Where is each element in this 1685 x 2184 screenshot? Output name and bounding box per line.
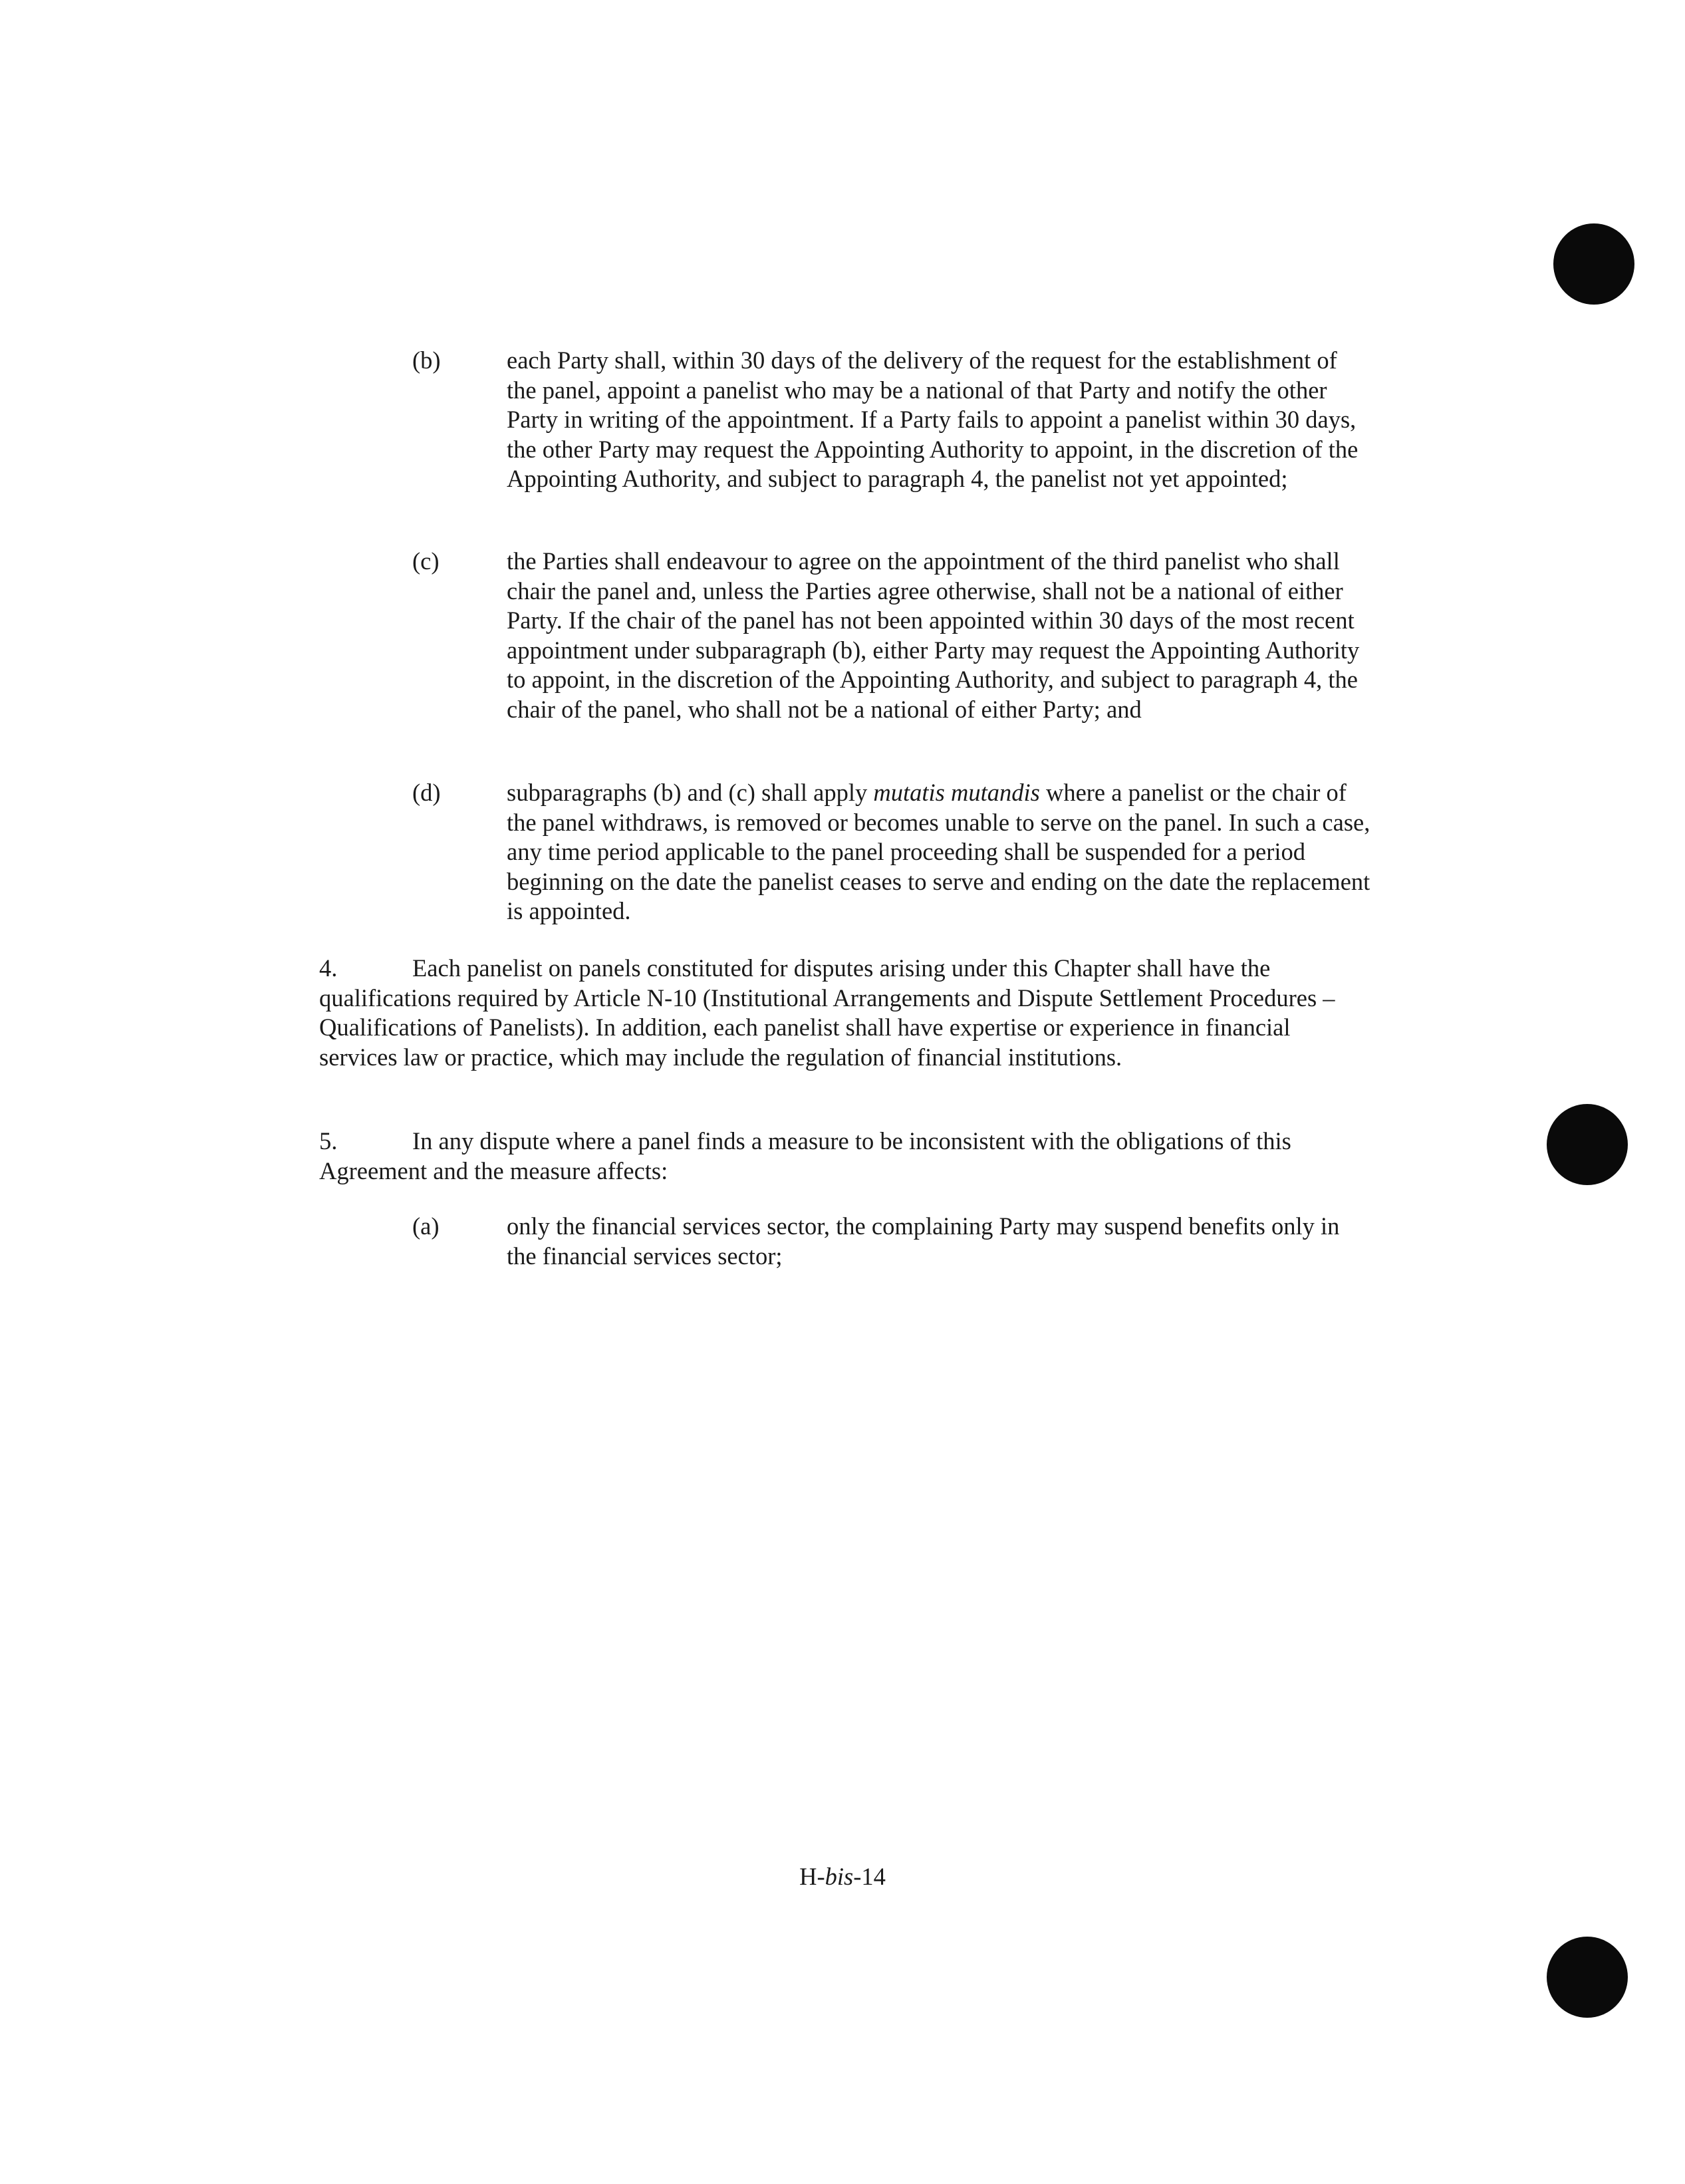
punch-hole-top — [1553, 223, 1634, 305]
subparagraph-text: only the financial services sector, the complaining Party may suspend benefits only in the financial services sector; — [507, 1212, 1340, 1270]
subparagraph-label: (a) — [412, 1212, 440, 1240]
text-before: subparagraphs (b) and (c) shall apply — [507, 779, 874, 806]
subparagraph-text: each Party shall, within 30 days of the delivery of the request for the establishment of the panel, appoint a panelist who may be a national of that Party and notify the other Party in writing of the appointment. If a Party fails to appoint a panelist within 30 days, the other Party may request the Appointing Authority to appoint, in the discretion of the Appointing Authority, and subject to paragraph 4, the panelist not yet appointed; — [507, 346, 1359, 493]
italic-phrase: mutatis mutandis — [873, 779, 1040, 806]
subparagraph-text: the Parties shall endeavour to agree on the appointment of the third panelist who shall chair the panel and, unless the Parties agree otherwise, shall not be a national of either Party. If the chair of the panel has not been appointed within 30 days of the most recent appointment under subparagraph (b), either Party may request the Appointing Authority to appoint, in the discretion of the Appointing Authority, and subject to paragraph 4, the chair of the panel, who shall not be a national of either Party; and — [507, 547, 1360, 723]
subparagraph-label: (b) — [412, 346, 441, 374]
punch-hole-middle — [1547, 1104, 1628, 1185]
page-number: H-bis-14 — [799, 1863, 886, 1890]
subparagraph-label: (d) — [412, 779, 441, 806]
subparagraph-text — [507, 778, 1371, 926]
text-after: where a panelist or the chair of the panel withdraws, is removed or becomes unable to serve on the panel. In such a case, any time period applicable to the panel proceeding shall be suspended for a period beginning on the date the panelist ceases to serve and ending on the date the replacement is appointed. — [507, 779, 1370, 925]
paragraph-4 — [319, 954, 1343, 1072]
paragraph-5 — [319, 1127, 1343, 1186]
paragraph-number: 5. — [319, 1127, 338, 1155]
paragraph-number: 4. — [319, 954, 338, 982]
subparagraph-label: (c) — [412, 547, 440, 575]
punch-hole-bottom — [1547, 1937, 1628, 2018]
paragraph-text: Each panelist on panels constituted for disputes arising under this Chapter shall have the qualifications required by Article N-10 (Institutional Arrangements and Dispute Settlement Procedures – Qualifications of Panelists). In addition, each panelist shall have expertise or experience in financial services law or practice, which may include the regulation of financial institutions. — [319, 954, 1335, 1071]
paragraph-text: In any dispute where a panel finds a measure to be inconsistent with the obligations of this Agreement and the measure affects: — [319, 1127, 1291, 1184]
